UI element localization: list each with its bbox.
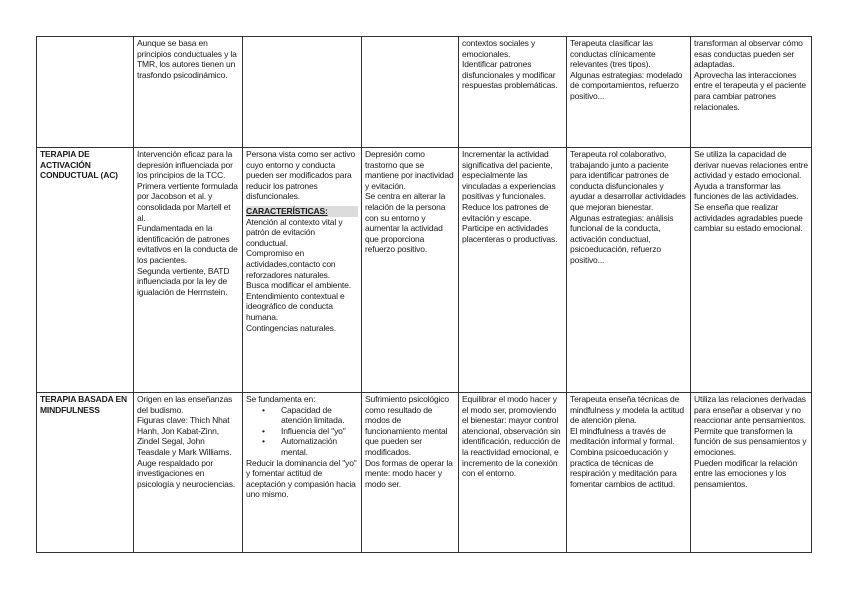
text-line: Ayuda a transformar las funciones de las actividades. xyxy=(694,180,799,202)
text-line: Permite que transformen la función de sus pensamientos y emociones. xyxy=(694,425,807,457)
cell-concept xyxy=(243,148,362,393)
text-line: Persona vista como ser activo cuyo entorno y conducta pueden ser modificados para reducir los patrones disfuncionales. xyxy=(246,149,356,202)
comparison-table xyxy=(36,36,812,553)
concept-bullet-list xyxy=(246,405,358,458)
cell-origin xyxy=(134,37,243,148)
text-line: Terapeuta enseña técnicas de mindfulness y modela la actitud de atención plena. xyxy=(570,394,684,426)
cell-techniques xyxy=(567,148,691,393)
text-line: Auge respaldado por investigaciones en psicología y neurociencias. xyxy=(137,457,236,489)
text-line: Dos formas de operar la mente: modo hacer y modo ser. xyxy=(365,457,453,489)
text-line: Atención al contexto vital y patrón de evitación conductual. xyxy=(246,216,343,248)
text-line: El mindfulness a través de meditación informal y formal. xyxy=(570,425,675,447)
text-line: Depresión como trastorno que se mantiene por inactividad y evitación. xyxy=(365,149,454,191)
characteristics-heading: CARACTERÍSTICAS: xyxy=(246,206,358,217)
list-item: • Automatización mental. xyxy=(268,436,358,457)
cell-origin xyxy=(134,393,243,553)
text-line: Aunque se basa en principios conductuales y la TMR, los autores tienen un trasfondo psicodinámico. xyxy=(137,38,237,80)
cell-techniques xyxy=(567,37,691,148)
cell-change xyxy=(691,37,812,148)
text-line: Se centra en alterar la relación de la persona con su entorno y aumentar la actividad que proporciona refuerzo positivo. xyxy=(365,191,446,255)
row-label-ac: TERAPIA DE ACTIVACIÓN CONDUCTUAL (AC) xyxy=(37,148,134,393)
text-line: Aprovecha las interacciones entre el terapeuta y el paciente para cambiar patrones relacionales. xyxy=(694,69,806,112)
text-line: contextos sociales y emocionales. xyxy=(462,38,536,59)
text-line: Entendimiento contextual e ideográfico de conducta humana. xyxy=(246,290,345,322)
text-line: Reducir la dominancia del "yo" y fomentar actitud de aceptación y compasión hacia uno mismo. xyxy=(246,457,357,500)
table-row-ac xyxy=(37,148,812,393)
text-line: Segunda vertiente, BATD influenciada por la ley de igualación de Herrnstein. xyxy=(137,265,230,297)
text-line: Terapeuta rol colaborativo, trabajando junto a paciente para identificar patrones de conducta disfuncionales y ayudar a desarrollar actividades que mejoran bienestar. xyxy=(570,149,686,212)
text-line: Pueden modificar la relación entre las emociones y los pensamientos. xyxy=(694,457,798,489)
cell-change xyxy=(691,148,812,393)
cell-problem xyxy=(362,37,459,148)
text-line: Incrementar la actividad significativa del paciente, especialmente las vinculadas a experiencias positivas y funcionales. xyxy=(462,149,556,202)
text-line: Compromiso en actividades,contacto con reforzadores naturales. xyxy=(246,248,336,280)
text-line: Primera vertiente formulada por Jacobson et al. y consolidada por Martell et al. xyxy=(137,180,238,223)
text-line: Se fundamenta en: xyxy=(246,394,316,404)
text-line: Sufrimiento psicológico como resultado de modos de funcionamiento mental que pueden ser modificados. xyxy=(365,394,449,457)
cell-goals xyxy=(459,393,567,553)
text-line: Terapeuta clasificar las conductas clínicamente relevantes (tres tipos). xyxy=(570,38,656,70)
cell-techniques xyxy=(567,393,691,553)
cell-problem xyxy=(362,393,459,553)
row-label-empty xyxy=(37,37,134,148)
text-line: Participe en actividades placenteras o productivas. xyxy=(462,223,558,244)
text-line: Algunas estrategias: modelado de comportamientos, refuerzo positivo... xyxy=(570,69,683,101)
cell-goals xyxy=(459,37,567,148)
cell-problem xyxy=(362,148,459,393)
text-line: Algunas estrategias: análisis funcional de la conducta, activación conductual, psicoeducación, refuerzo positivo... xyxy=(570,212,674,265)
text-line: Contingencias naturales. xyxy=(246,322,336,333)
cell-goals xyxy=(459,148,567,393)
text-line: Intervención eficaz para la depresión influenciada por los principios de la TCC. xyxy=(137,149,233,181)
text-line: Se enseña que realizar actividades agradables puede cambiar su estado emocional. xyxy=(694,201,803,234)
cell-origin xyxy=(134,148,243,393)
text-line: Se utiliza la capacidad de derivar nuevas relaciones entre actividad y estado emocional. xyxy=(694,149,808,181)
cell-change xyxy=(691,393,812,553)
text-line: Utiliza las relaciones derivadas para enseñar a observar y no reaccionar ante pensamientos. xyxy=(694,394,806,426)
text-line: Reduce los patrones de evitación y escape. xyxy=(462,201,549,223)
table-row-mindfulness xyxy=(37,393,812,553)
cell-concept xyxy=(243,393,362,553)
text-line: Fundamentada en la identificación de patrones evitativos en la conducta de los pacientes. xyxy=(137,223,238,265)
row-label-mindfulness: TERAPIA BASADA EN MINDFULNESS xyxy=(37,393,134,553)
text-line: Busca modificar el ambiente. xyxy=(246,280,351,291)
text-line: Identificar patrones disfuncionales y modificar respuestas problemáticas. xyxy=(462,59,558,91)
list-item: • Influencia del "yo" xyxy=(268,426,358,437)
text-line: Origen en las enseñanzas del budismo. xyxy=(137,394,233,415)
text-line: Figuras clave: Thich Nhat Hanh, Jon Kabat-Zinn, Zindel Segal, John Teasdale y Mark Williams. xyxy=(137,415,232,457)
text-line: transforman al observar cómo esas conductas pueden ser adaptadas. xyxy=(694,38,803,70)
list-item: • Capacidad de atención limitada. xyxy=(268,405,358,426)
text-line: Equilibrar el modo hacer y el modo ser, promoviendo el bienestar: mayor control atencional, observación sin identificación, reducción de la reactividad emocional, e incremento de la conexión con el entorno. xyxy=(462,394,561,479)
cell-concept xyxy=(243,37,362,148)
table-row-continuation xyxy=(37,37,812,148)
text-line: Combina psicoeducación y practica de técnicas de respiración y meditación para fomentar cambios de actitud. xyxy=(570,446,677,489)
